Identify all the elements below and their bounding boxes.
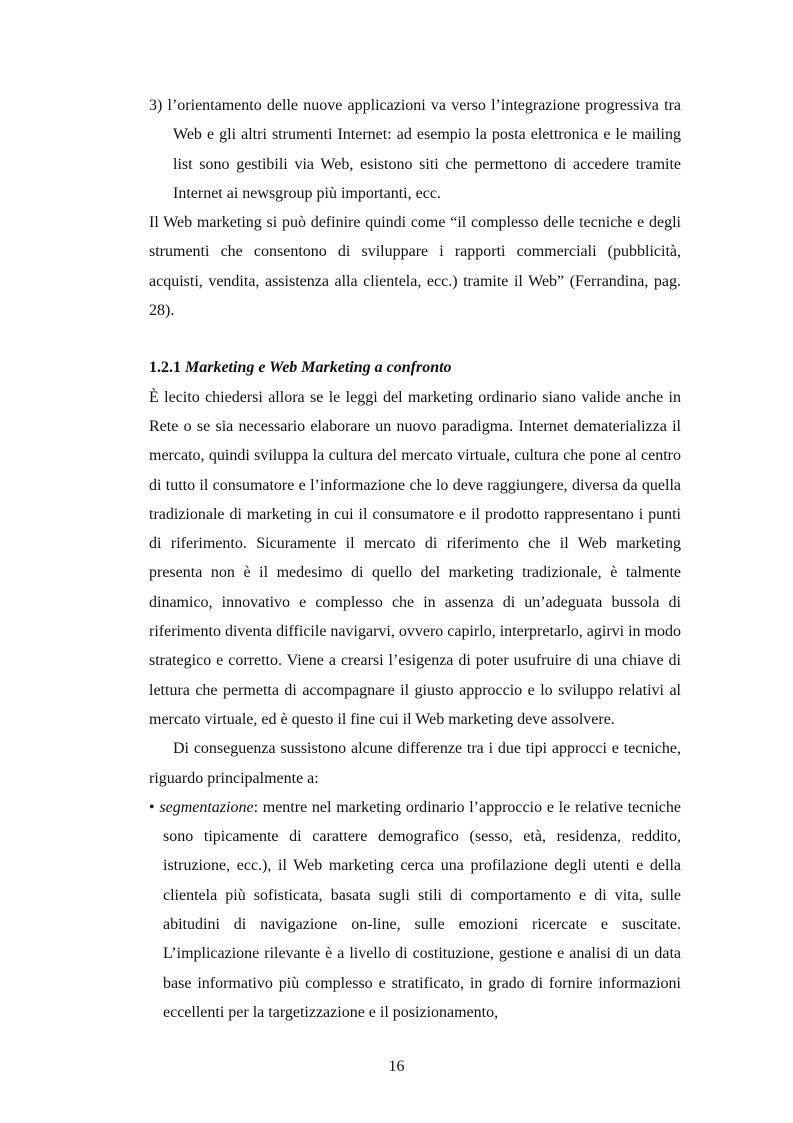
bullet-term: segmentazione [159, 798, 254, 816]
page-number: 16 [388, 1058, 405, 1075]
section-number: 1.2.1 [149, 359, 181, 377]
bullet-marker: • [149, 798, 155, 816]
list-item-3: 3) l’orientamento delle nuove applicazioni va verso l’integrazione progressiva tra Web e gli altri strumenti Internet: ad esempio la posta elettronica e le mailing list sono gestibili via Web, esistono siti che permettono di accedere tramite Internet ai newsgroup più importanti, ecc. [149, 97, 681, 202]
section-heading [149, 353, 681, 382]
bullet-segmentazione [149, 793, 681, 1027]
paragraph-main: È lecito chiedersi allora se le leggi del marketing ordinario siano valide anche in Rete o se sia necessario elaborare un nuovo paradigma. Internet dematerializza il mercato, quindi sviluppa la cultura del mercato virtuale, cultura che pone al centro di tutto il consumatore e l’informazione che lo deve raggiungere, diversa da quella tradizionale di marketing in cui il consumatore e il prodotto rappresentano i punti di riferimento. Sicuramente il mercato di riferimento che il Web marketing presenta non è il medesimo di quello del marketing tradizionale, è talmente dinamico, innovativo e complesso che in assenza di un’adeguata bussola di riferimento diventa difficile navigarvi, ovvero capirlo, interpretarlo, agirvi in modo strategico e corretto. Viene a crearsi l’esigenza di poter usufruire di una chiave di lettura che permetta di accompagnare il giusto approccio e lo sviluppo relativi al mercato virtuale, ed è questo il fine cui il Web marketing deve assolvere. [149, 388, 681, 728]
bullet-text: : mentre nel marketing ordinario l’approccio e le relative tecniche sono tipicamente di carattere demografico (sesso, età, residenza, reddito, istruzione, ecc.), il Web marketing cerca una profilazione degli utenti e della clientela più sofisticata, basata sugli stili di comportamento e di vita, sulle abitudini di navigazione on-line, sulle emozioni ricercate e suscitate. L’implicazione rilevante è a livello di costituzione, gestione e analisi di un data base informativo più complesso e stratificato, in grado di fornire informazioni eccellenti per la targetizzazione e il posizionamento, [163, 798, 681, 1021]
page-body [149, 91, 681, 1027]
paragraph-definition: Il Web marketing si può definire quindi come “il complesso delle tecniche e degli strumenti che consentono di sviluppare i rapporti commerciali (pubblicità, acquisti, vendita, assistenza alla clientela, ecc.) tramite il Web” (Ferrandina, pag. 28). [149, 214, 681, 320]
paragraph-differences: Di conseguenza sussistono alcune differenze tra i due tipi approcci e tecniche, riguardo principalmente a: [149, 740, 681, 787]
section-title: Marketing e Web Marketing a confronto [185, 359, 452, 377]
